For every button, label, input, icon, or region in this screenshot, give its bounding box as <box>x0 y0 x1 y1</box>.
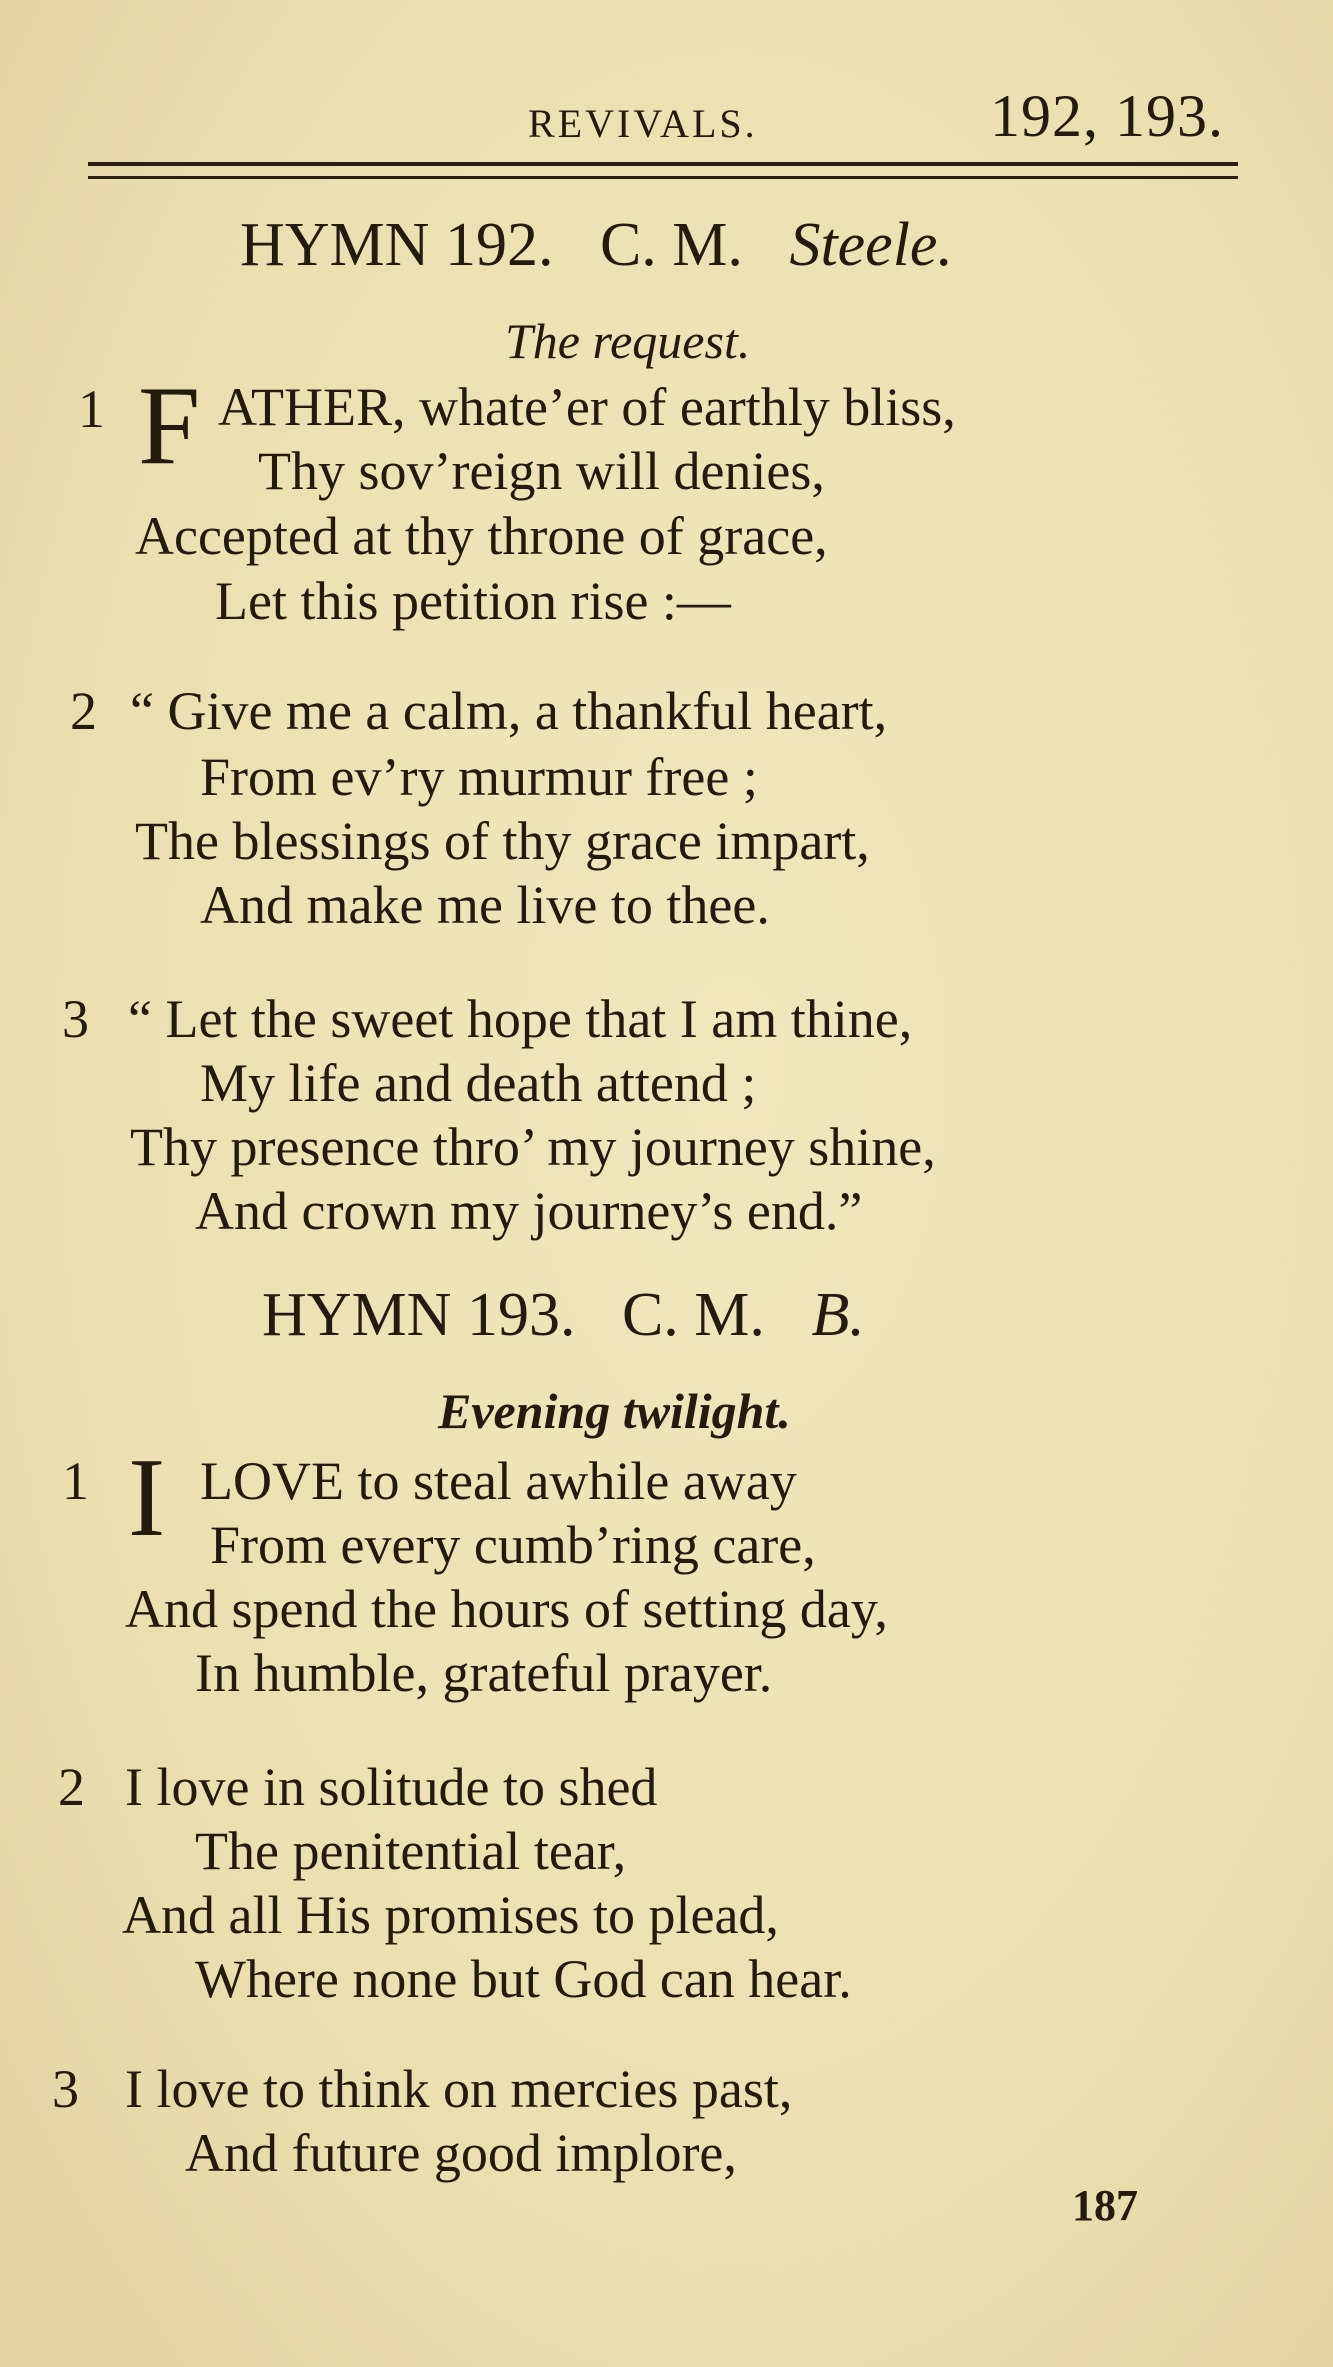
verse-line: Thy presence thro’ my journey shine, <box>130 1117 936 1177</box>
verse-line: From ev’ry murmur free ; <box>200 747 758 807</box>
verse-line: “ Let the sweet hope that I am thine, <box>128 989 913 1049</box>
verse-line: And future good implore, <box>185 2123 737 2183</box>
hymn-author: B. <box>811 1281 865 1349</box>
hymn-heading <box>240 210 953 281</box>
stanza-number: 3 <box>62 989 89 1049</box>
hymn-number: HYMN 192. <box>240 211 554 279</box>
verse-line: In humble, grateful prayer. <box>195 1643 773 1703</box>
verse-line: My life and death attend ; <box>200 1053 757 1113</box>
verse-line: The penitential tear, <box>195 1821 627 1881</box>
hymn-number: HYMN 193. <box>262 1281 576 1349</box>
verse-line: I love to think on mercies past, <box>125 2059 793 2119</box>
verse-line: Accepted at thy throne of grace, <box>135 506 828 566</box>
verse-line: The blessings of thy grace impart, <box>135 811 870 871</box>
page-numbers: 192, 193. <box>990 83 1224 149</box>
stanza-number: 1 <box>78 379 105 439</box>
drop-cap: F <box>138 364 201 488</box>
running-head: REVIVALS. <box>528 101 758 146</box>
verse-line: Where none but God can hear. <box>195 1949 852 2009</box>
hymn-meter: C. M. <box>599 211 743 279</box>
verse-line: ATHER, whate’er of earthly bliss, <box>218 377 956 437</box>
verse-line: LOVE to steal awhile away <box>200 1451 797 1511</box>
header-rule-thick <box>88 162 1238 166</box>
verse-line: And make me live to thee. <box>200 875 770 935</box>
stanza-number: 3 <box>52 2059 79 2119</box>
hymn-author: Steele. <box>789 211 953 279</box>
stanza-number: 2 <box>70 681 97 741</box>
verse-line: And all His promises to plead, <box>122 1885 779 1945</box>
hymn-heading <box>262 1280 865 1351</box>
hymn-subtitle: Evening twilight. <box>438 1383 791 1439</box>
hymn-meter: C. M. <box>621 1281 765 1349</box>
stanza-number: 1 <box>62 1451 89 1511</box>
catchword: 187 <box>1072 2181 1138 2230</box>
header-rule-thin <box>88 176 1238 179</box>
verse-line: I love in solitude to shed <box>125 1757 658 1817</box>
verse-line: Let this petition rise :— <box>215 571 731 631</box>
verse-line: Thy sov’reign will denies, <box>258 441 825 501</box>
hymn-subtitle: The request. <box>505 313 751 369</box>
verse-line: And crown my journey’s end.” <box>195 1181 863 1241</box>
verse-line: And spend the hours of setting day, <box>125 1579 888 1639</box>
stanza-number: 2 <box>58 1757 85 1817</box>
verse-line: “ Give me a calm, a thankful heart, <box>130 681 888 741</box>
drop-cap: I <box>128 1436 166 1560</box>
verse-line: From every cumb’ring care, <box>210 1515 816 1575</box>
